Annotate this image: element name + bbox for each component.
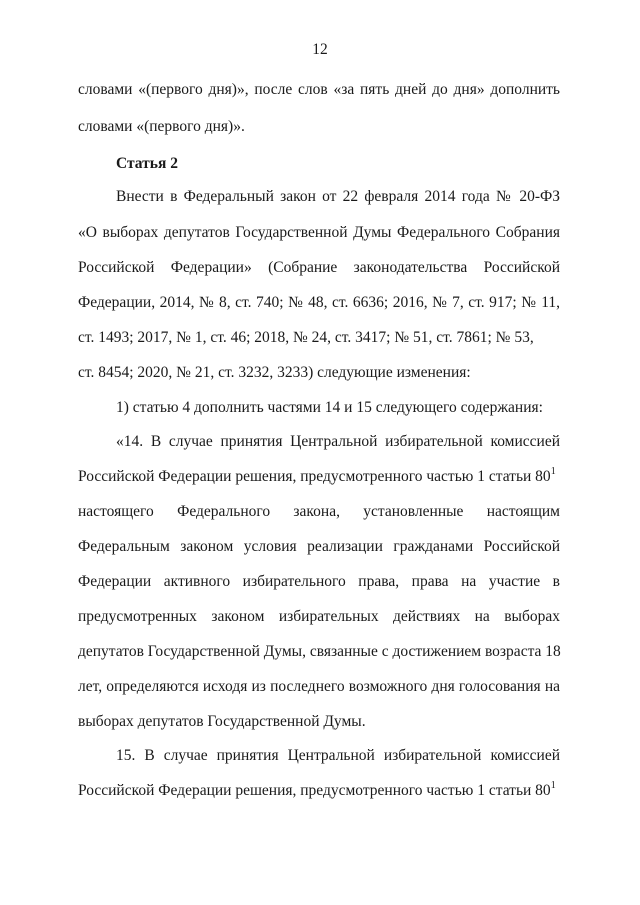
text-line: ст. 1493; 2017, № 1, ст. 46; 2018, № 24, ст. 3417; № 51, ст. 7861; № 53,: [78, 329, 534, 346]
article-heading: Статья 2: [116, 155, 178, 172]
text-line: настоящего Федерального закона, установленные настоящим: [78, 503, 560, 520]
text-line: ст. 8454; 2020, № 21, ст. 3232, 3233) следующие изменения:: [78, 364, 471, 381]
text-line: Федерации, 2014, № 8, ст. 740; № 48, ст. 6636; 2016, № 7, ст. 917; № 11,: [78, 294, 560, 311]
footnote-marker: 1: [550, 466, 556, 477]
text-line: Внести в Федеральный закон от 22 февраля 2014 года № 20-ФЗ: [116, 188, 560, 205]
page-number: 12: [312, 41, 328, 58]
text-line: словами «(первого дня)».: [78, 118, 245, 135]
text-line: выборах депутатов Государственной Думы.: [78, 713, 366, 730]
text-line: «О выборах депутатов Государственной Думы Федерального Собрания: [78, 224, 560, 241]
text-line: Федерации активного избирательного права, права на участие в: [78, 573, 560, 590]
text-line: лет, определяются исходя из последнего возможного дня голосования на: [78, 678, 560, 695]
text-line: 1) статью 4 дополнить частями 14 и 15 следующего содержания:: [116, 399, 543, 416]
text-line: Российской Федерации решения, предусмотренного частью 1 статьи 80: [78, 782, 551, 799]
text-line: предусмотренных законом избирательных действиях на выборах: [78, 608, 560, 625]
text-line: Российской Федерации» (Собрание законодательства Российской: [78, 259, 560, 276]
text-line: депутатов Государственной Думы, связанные с достижением возраста 18: [78, 643, 561, 660]
text-line-with-footnote: [78, 781, 556, 801]
text-line: словами «(первого дня)», после слов «за пять дней до дня» дополнить: [78, 81, 560, 98]
text-line: Федеральным законом условия реализации гражданами Российской: [78, 538, 560, 555]
text-line: «14. В случае принятия Центральной избирательной комиссией: [116, 433, 560, 450]
text-line: Российской Федерации решения, предусмотренного частью 1 статьи 80: [78, 468, 551, 485]
text-line-with-footnote: [78, 467, 556, 487]
text-line: 15. В случае принятия Центральной избирательной комиссией: [116, 747, 560, 764]
footnote-marker: 1: [550, 780, 556, 791]
